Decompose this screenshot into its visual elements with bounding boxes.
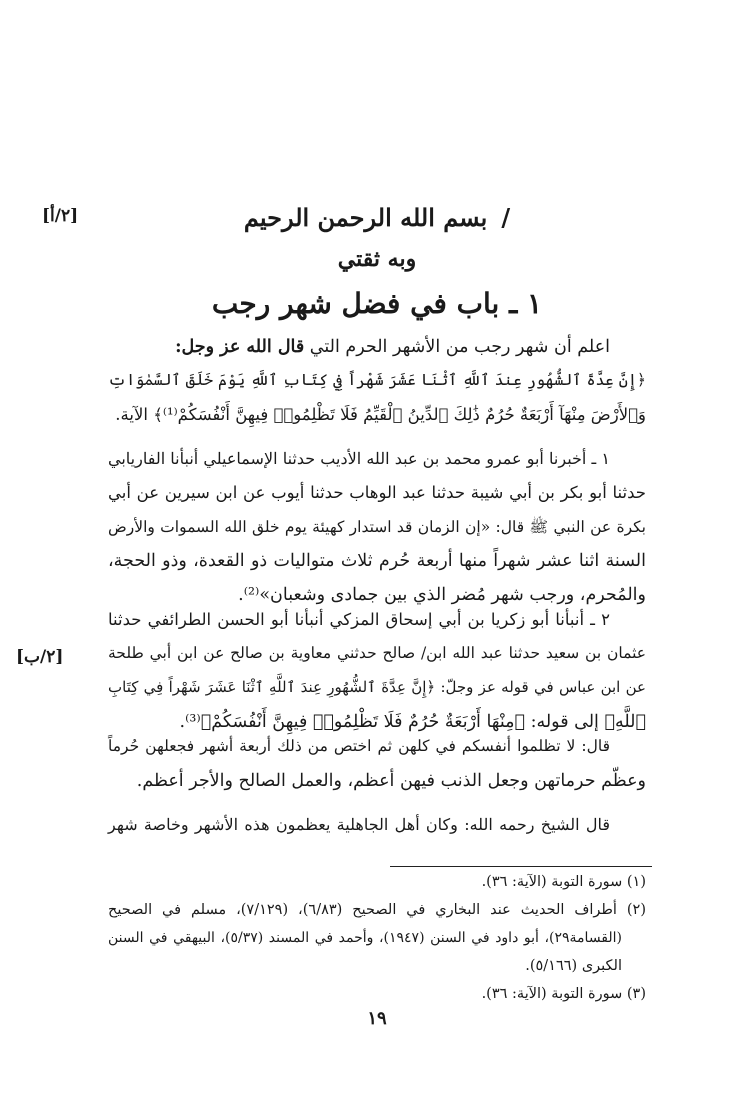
manuscript-folio-marker: [٢/ب] — [16, 647, 64, 667]
hadith-line: والمُحرم، ورجب شهر مُضر الذي بين جمادى وشعبان»⁽²⁾. — [238, 585, 646, 605]
footnote-divider — [390, 866, 652, 867]
tawfiq-heading: وبه ثقتي — [337, 246, 417, 272]
quran-verse-line: وَٱلأَرْضَ مِنْهَآ أَرْبَعَةٌ حُرُمٌ ذَٰلِكَ ٱلدِّينُ ٱلْقَيِّمُ فَلَا تَظْلِمُوا۟ فِيهِنَّ أَنْفُسَكُمْ⁽¹⁾﴾ الآية. — [115, 405, 646, 424]
hadith-line: عثمان بن سعيد حدثنا عبد الله ابن/ صالح حدثني معاوية بن صالح عن ابن أبي طلحة — [108, 644, 646, 662]
shaykh-line: قال الشيخ رحمه الله: وكان أهل الجاهلية يعظمون هذه الأشهر وخاصة شهر — [108, 815, 610, 834]
basmala-text: بسم الله الرحمن الرحيم — [243, 203, 488, 232]
commentary-line: وعظّم حرماتهن وجعل الذنب فيهن أعظم، والعمل الصالح والأجر أعظم. — [136, 771, 646, 791]
hadith-line: حدثنا أبو بكر بن أبي شيبة حدثنا عبد الوهاب حدثنا أيوب عن ابن سيرين عن أبي — [108, 483, 646, 502]
intro-line: اعلم أن شهر رجب من الأشهر الحرم التي قال الله عز وجل: — [175, 337, 610, 357]
quran-verse-line: ﴿إِنَّ عِدَّةَ ٱلشُّهُورِ عِندَ ٱللَّهِ ٱثْنَا عَشَرَ شَهْراً فِي كِتَابِ ٱللَّهِ يَوْمَ خَلَقَ ٱلسَّمٰوَاتِ — [108, 371, 646, 389]
hadith-line: ١ ـ أخبرنا أبو عمرو محمد بن عبد الله الأديب حدثنا الإسماعيلي أنبأنا الفاريابي — [108, 449, 610, 468]
hadith-line: ٢ ـ أنبأنا أبو زكريا بن أبي إسحاق المزكي أنبأنا أبو الحسن الطرائفي حدثنا — [108, 610, 610, 629]
footnote-item: (٣) سورة التوبة (الآية: ٣٦). — [481, 986, 646, 1002]
hadith-line: بكرة عن النبي ﷺ قال: «إن الزمان قد استدار كهيئة يوم خلق الله السموات والأرض — [108, 518, 646, 536]
chapter-title: ١ ـ باب في فضل شهر رجب — [211, 287, 543, 320]
commentary-line: قال: لا تظلموا أنفسكم في كلهن ثم اختص من ذلك أربعة أشهر فجعلهن حُرماً — [108, 737, 610, 755]
manuscript-folio-marker: [٢/أ] — [42, 206, 79, 226]
page-number: ١٩ — [367, 1008, 387, 1029]
footnote-item: (٢) أطراف الحديث عند البخاري في الصحيح (٦/٨٣)، (٧/١٢٩)، مسلم في الصحيح — [108, 902, 647, 918]
hadith-line: عن ابن عباس في قوله عز وجلّ: ﴿إِنَّ عِدَّةَ ٱلشُّهُورِ عِندَ ٱللَّهِ ٱثْنَا عَشَرَ شَهْراً فِي كِتَابِ — [108, 678, 646, 696]
basmala-heading — [100, 203, 654, 232]
footnote-continuation: الكبرى (٥/١٦٦). — [525, 958, 622, 974]
footnote-item: (١) سورة التوبة (الآية: ٣٦). — [481, 874, 646, 890]
hadith-line: السنة اثنا عشر شهراً منها أربعة حُرم ثلاث متواليات ذو القعدة، وذو الحجة، — [108, 551, 646, 571]
hadith-line: ٱللَّهِ﴾ إلى قوله: ﴿مِنْهَا أَرْبَعَةٌ حُرُمٌ فَلَا تَظْلِمُوا۟ فِيهِنَّ أَنْفُسَكُمْ﴾⁽³⁾. — [179, 712, 646, 732]
footnote-continuation: (القسامة٢٩)، أبو داود في السنن (١٩٤٧)، وأحمد في المسند (٥/٣٧)، البيهقي في السنن — [108, 930, 623, 946]
folio-slash: / — [501, 203, 511, 232]
